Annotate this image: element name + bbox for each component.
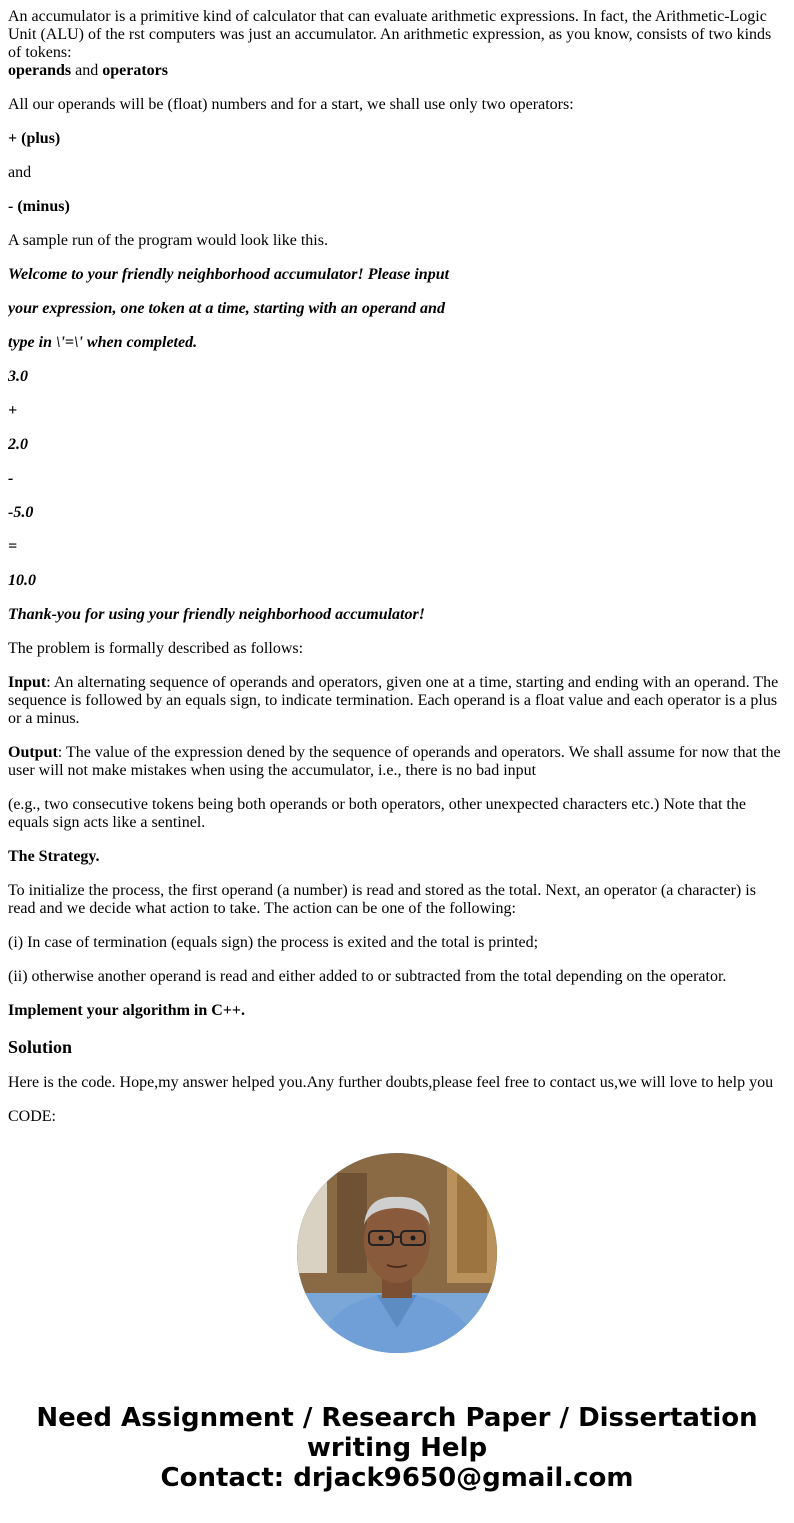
footer-line-1: Need Assignment / Research Paper / Dissertation <box>36 1403 758 1433</box>
sample-run-line <box>8 572 784 590</box>
implement-text: Implement your algorithm in C++. <box>8 1002 246 1019</box>
sample-run-line <box>8 470 784 488</box>
and-connector: and <box>71 62 103 79</box>
output-text: : The value of the expression dened by the sequence of operands and operators. We shall assume for now that the user will not make mistakes when using the accumulator, i.e., there is no bad input <box>8 744 781 779</box>
and-word: and <box>8 164 32 181</box>
implement-line <box>8 1002 784 1020</box>
sample-line-text: Welcome to your friendly neighborhood accumulator! Please input <box>8 266 450 283</box>
intro-paragraph <box>8 8 784 80</box>
strategy-title <box>8 848 784 866</box>
sample-run-line <box>8 368 784 386</box>
operators-term: operators <box>102 62 168 79</box>
code-label: CODE: <box>8 1108 56 1121</box>
output-label: Output <box>8 744 58 761</box>
sample-run-line <box>8 538 784 556</box>
input-label: Input <box>8 674 47 691</box>
sample-run-line <box>8 266 784 284</box>
sample-run-line <box>8 436 784 454</box>
plus-operator <box>8 130 784 148</box>
strategy-paragraph: To initialize the process, the first operand (a number) is read and stored as the total. Next, an operator (a character) is read and we decide what action to take. The action can be one of the following: <box>8 882 756 917</box>
sample-run-line <box>8 402 784 420</box>
sample-line-text: 2.0 <box>8 436 28 453</box>
case-ii: (ii) otherwise another operand is read and either added to or subtracted from the total depending on the operator. <box>8 968 727 985</box>
footer-contact <box>0 1403 794 1493</box>
operands-term: operands <box>8 62 72 79</box>
case-i: (i) In case of termination (equals sign) the process is exited and the total is printed; <box>8 934 539 951</box>
sample-run-line <box>8 504 784 522</box>
input-paragraph <box>8 674 784 728</box>
sample-line-text: your expression, one token at a time, starting with an operand and <box>8 300 445 317</box>
formal-intro: The problem is formally described as follows: <box>8 640 304 657</box>
sample-line-text: + <box>8 402 18 419</box>
sample-line-text: 3.0 <box>8 368 28 385</box>
author-portrait-icon <box>297 1153 497 1353</box>
sample-line-text: type in \'=\' when completed. <box>8 334 198 351</box>
sample-run-line <box>8 334 784 352</box>
sample-line-text: -5.0 <box>8 504 34 521</box>
sample-line-text: Thank-you for using your friendly neighborhood accumulator! <box>8 606 425 623</box>
output-paragraph <box>8 744 784 780</box>
sample-line-text: = <box>8 538 18 555</box>
eg-paragraph: (e.g., two consecutive tokens being both operands or both operators, other unexpected characters etc.) Note that the equals sign acts like a sentinel. <box>8 796 746 831</box>
footer-line-2: writing Help <box>306 1433 488 1463</box>
plus-label: + (plus) <box>8 130 61 147</box>
input-text: : An alternating sequence of operands and operators, given one at a time, starting and ending with an operand. The sequence is followed by an equals sign, to indicate termination. Each operand is a float value and each operator is a plus or a minus. <box>8 674 779 727</box>
sample-run-line <box>8 606 784 624</box>
intro-text: An accumulator is a primitive kind of calculator that can evaluate arithmetic expressions. In fact, the Arithmetic-Logic Unit (ALU) of the rst computers was just an accumulator. An arithmetic expression, as you know, consists of two kinds of tokens: <box>8 8 772 61</box>
solution-heading: Solution <box>8 1037 73 1057</box>
solution-paragraph: Here is the code. Hope,my answer helped you.Any further doubts,please feel free to contact us,we will love to help you <box>8 1074 774 1091</box>
sample-line-text: 10.0 <box>8 572 36 589</box>
operands-line: All our operands will be (float) numbers and for a start, we shall use only two operators: <box>8 96 574 113</box>
minus-operator <box>8 198 784 216</box>
sample-run-line <box>8 300 784 318</box>
strategy-title-text: The Strategy. <box>8 848 100 865</box>
footer-line-3: Contact: drjack9650@gmail.com <box>160 1463 634 1493</box>
sample-line-text: - <box>8 470 14 487</box>
minus-label: - (minus) <box>8 198 70 215</box>
question-content <box>8 8 784 1121</box>
author-avatar <box>297 1153 497 1353</box>
sample-intro: A sample run of the program would look like this. <box>8 232 328 249</box>
